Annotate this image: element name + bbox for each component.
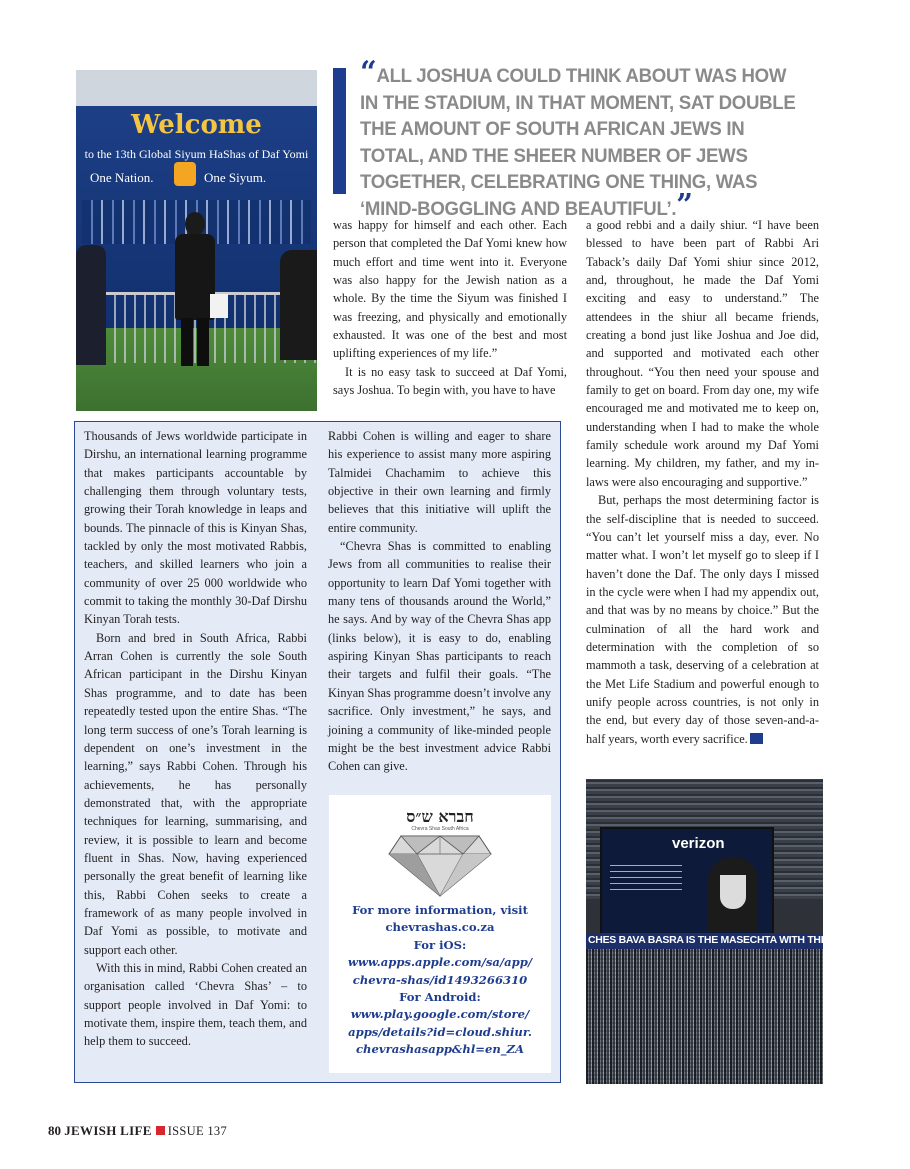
article-column-middle: [333, 216, 567, 399]
page-number: 80: [48, 1123, 61, 1138]
sidebar-paragraph: Rabbi Cohen is willing and eager to share his experience to assist many more aspiring Talmidei Chachamim to achieve this objective in their own learning and firmly believes that this initiative will uplift the entire community.: [328, 429, 551, 535]
diamond-logo-icon: [387, 834, 493, 898]
pull-quote-text: ALL JOSHUA COULD THINK ABOUT WAS HOW IN THE STADIUM, IN THAT MOMENT, SAT DOUBLE THE AMOUNT OF SOUTH AFRICAN JEWS IN TOTAL, AND THE SHEER NUMBER OF JEWS TOGETHER, CELEBRATING ONE THING, WAS ‘MIND-BOGGLING AND BEAUTIFUL’.: [360, 66, 796, 220]
banner-tagline-left: One Nation.: [90, 170, 154, 185]
article-paragraph: It is no easy task to succeed at Daf Yomi, says Joshua. To begin with, you have to have: [333, 364, 567, 398]
sidebar-paragraph: “Chevra Shas is committed to enabling Jews from all communities to realise their opportunity to learn Daf Yomi together with many tens of thousands around the World,” he says. And by way of the Chevra Shas app (links below), it is easy to do, enabling aspiring Kinyan Shas participants to reach their targets and fulfil their goals. “The Kinyan Shas programme doesn’t involve any sacrifice. Only investment,” he says, and joining a community of like-minded people might be the best investment advice Rabbi Cohen can give.: [328, 539, 551, 774]
sidebar-paragraph: With this in mind, Rabbi Cohen created an organisation called ‘Chevra Shas’ – to support people involved in Daf Yomi: to motivate them, inspire them, teach them, and help them to succeed.: [84, 960, 307, 1049]
chevra-shas-logo-subtitle: Chevra Shas South Africa: [411, 826, 469, 832]
android-link-part1[interactable]: www.play.google.com/store/: [350, 1007, 530, 1022]
stadium-photo: [586, 779, 910, 1084]
chevra-shas-info-box: [329, 795, 551, 1073]
footer-square-icon: [156, 1126, 165, 1135]
article-column-right: [586, 216, 819, 748]
android-link-part3[interactable]: chevrashasapp&hl=en_ZA: [355, 1042, 525, 1057]
chevra-shas-logo-title: חברא ש״ס: [406, 807, 474, 826]
jumbotron-screen: [600, 827, 774, 937]
banner-subtitle: to the 13th Global Siyum HaShas of Daf Yomi: [84, 147, 309, 161]
website-link[interactable]: chevrashas.co.za: [385, 920, 495, 935]
banner-welcome-text: Welcome: [131, 110, 262, 140]
sidebar-paragraph: Thousands of Jews worldwide participate in Dirshu, an international learning programme that makes participants accountable by challenging them through voluntary tests, growing their Torah knowledge in leaps and bounds. The pinnacle of this is Kinyan Shas, tackled by only the most motivated Rabbis, teachers, and skilled learners who join a community of over 25 000 worldwide who commit to taking the monthly 30-Daf Dirshu Kinyan Torah tests.: [84, 429, 307, 627]
article-paragraph: But, perhaps the most determining factor is the self-discipline that is needed to succeed. “You can’t let yourself miss a day, ever. No matter what. I won’t let myself go to sleep if I haven’t done the Daf. The only days I missed in the cycle were when I had my appendix out, and that was by no means by choice.” But the culmination of all the hard work and determination with the completion of so mammoth a task, deserving of a celebration at the Met Life Stadium and powerful enough to unify people across countries, is not only in the end, but every day of those seven-and-a-half years, worth every sacrifice.: [586, 493, 819, 746]
close-quote-icon: ”: [676, 187, 693, 223]
magazine-name: JEWISH LIFE: [64, 1123, 152, 1138]
banner-logo-icon: [174, 162, 196, 186]
stadium-ticker: [586, 933, 910, 949]
end-mark-icon: [750, 733, 763, 744]
article-paragraph: was happy for himself and each other. Each person that completed the Daf Yomi knew how much effort and time went into it. Everyone was also happy for the Jewish nation as a whole. By the time the Siyum was finished I was freezing, and physically and emotionally exhausted. It was one of the best and most uplifting experiences of my life.”: [333, 218, 567, 361]
sidebar-column-left: [84, 427, 307, 1051]
quote-accent-bar: [333, 68, 346, 194]
pull-quote: [360, 55, 806, 223]
ticker-text: CHES BAVA BASRA IS THE MASECHTA WITH THE MOST DAFIM (17: [588, 934, 910, 946]
sidebar-column-right: [328, 427, 551, 776]
screen-brand-text: verizon: [672, 835, 725, 852]
ios-link-part1[interactable]: www.apps.apple.com/sa/app/: [347, 955, 533, 970]
ios-label: For iOS:: [413, 937, 467, 952]
page-footer: [48, 1123, 227, 1139]
article-paragraph: a good rebbi and a daily shiur. “I have been blessed to have been part of Rabbi Ari Taback’s daily Daf Yomi shiur since 2012, and, throughout, he made the Daf Yomi exciting and easy to understand.” The attendees in the shiur all became friends, creating a bond just like Joshua and Joe did, and supported and motivated each other throughout. “You then need your spouse and family to get on board. From day one, my wife encouraged me and motivated me to keep on, understanding when I had to make the whole family schedule work around my Daf Yomi learning. My children, my father, and my in-laws were also encouraging and supportive.”: [586, 218, 819, 489]
info-heading: For more information, visit: [352, 903, 528, 917]
android-link-part2[interactable]: apps/details?id=cloud.shiur.: [348, 1024, 532, 1039]
banner-tagline-right: One Siyum.: [204, 170, 267, 185]
issue-number: ISSUE 137: [167, 1124, 228, 1138]
android-label: For Android:: [399, 990, 481, 1005]
open-quote-icon: “: [360, 55, 377, 90]
sidebar-paragraph: Born and bred in South Africa, Rabbi Arran Cohen is currently the sole South African participant in the Dirshu Kinyan Shas programme, and to date has been repeatedly tested upon the entire Shas. “The long term success of one’s Torah learning is dependent on one’s investment in the learning,” says Rabbi Cohen. Through his achievements, he has personally demonstrated that, with the appropriate techniques for learning, summarising, and review, it is possible to learn and become fluent in Shas. Now, having experienced personally the great benefit of learning like this, Rabbi Cohen seeks to create a framework of as many people involved in Daf Yomi as possible, to motivate and support each other.: [84, 630, 307, 957]
person-figure: [171, 212, 219, 368]
welcome-banner-photo: [76, 70, 317, 411]
ios-link-part2[interactable]: chevra-shas/id1493266310: [352, 972, 528, 987]
